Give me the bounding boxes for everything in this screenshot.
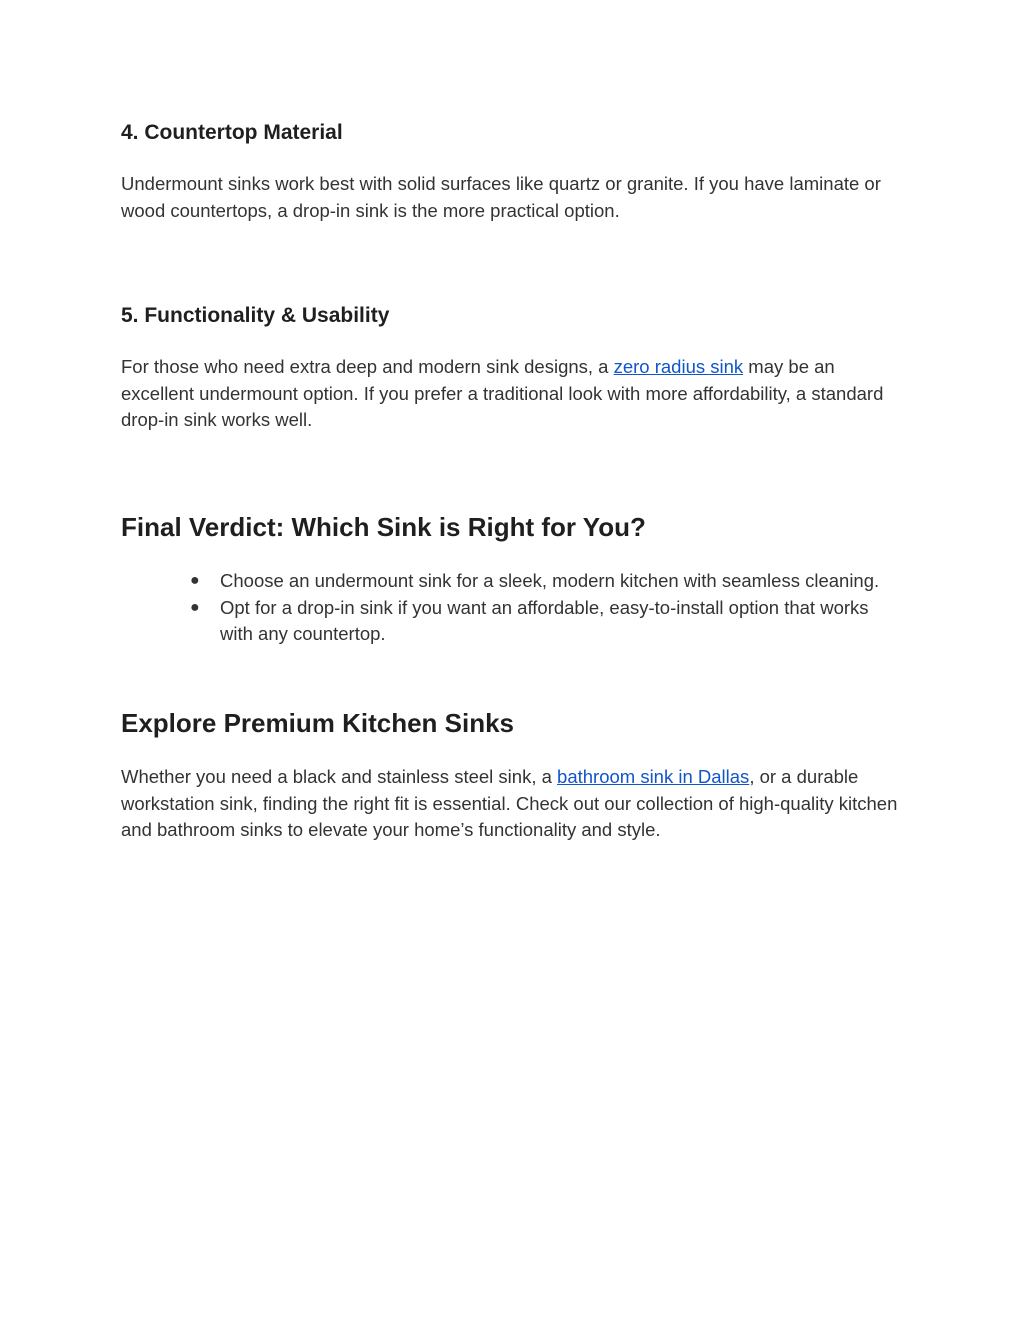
final-verdict-heading: Final Verdict: Which Sink is Right for You? [121, 512, 646, 542]
functionality-usability-heading: 5. Functionality & Usability [121, 304, 390, 327]
countertop-material-heading: 4. Countertop Material [121, 121, 343, 144]
bathroom-sink-dallas-link[interactable]: bathroom sink in Dallas [557, 766, 750, 787]
explore-text-after: , or a durable workstation sink, finding the right fit is essential. Check out our collection of high-quality kitchen and bathroom sinks to elevate your home’s functionality and style. [121, 766, 898, 840]
list-item [188, 568, 888, 595]
bullet-text: Choose an undermount sink for a sleek, modern kitchen with seamless cleaning. [220, 570, 880, 591]
list-item [188, 595, 888, 648]
explore-premium-sinks-paragraph [121, 764, 911, 844]
bullet-icon: ● [190, 572, 200, 589]
countertop-material-paragraph: Undermount sinks work best with solid surfaces like quartz or granite. If you have laminate or wood countertops, a drop-in sink is the more practical option. [121, 173, 881, 221]
functionality-text-before: For those who need extra deep and modern sink designs, a [121, 356, 614, 377]
zero-radius-sink-link[interactable]: zero radius sink [613, 356, 744, 377]
bullet-icon: ● [190, 598, 200, 616]
verdict-bullet-list [188, 568, 888, 648]
functionality-usability-paragraph [121, 354, 911, 434]
explore-premium-sinks-heading: Explore Premium Kitchen Sinks [121, 708, 515, 738]
functionality-text-after: may be an excellent undermount option. If you prefer a traditional look with more affordability, a standard drop-in sink works well. [121, 356, 884, 430]
explore-text-before: Whether you need a black and stainless steel sink, a [121, 766, 558, 787]
bullet-text: Opt for a drop-in sink if you want an affordable, easy-to-install option that works with any countertop. [220, 596, 869, 644]
